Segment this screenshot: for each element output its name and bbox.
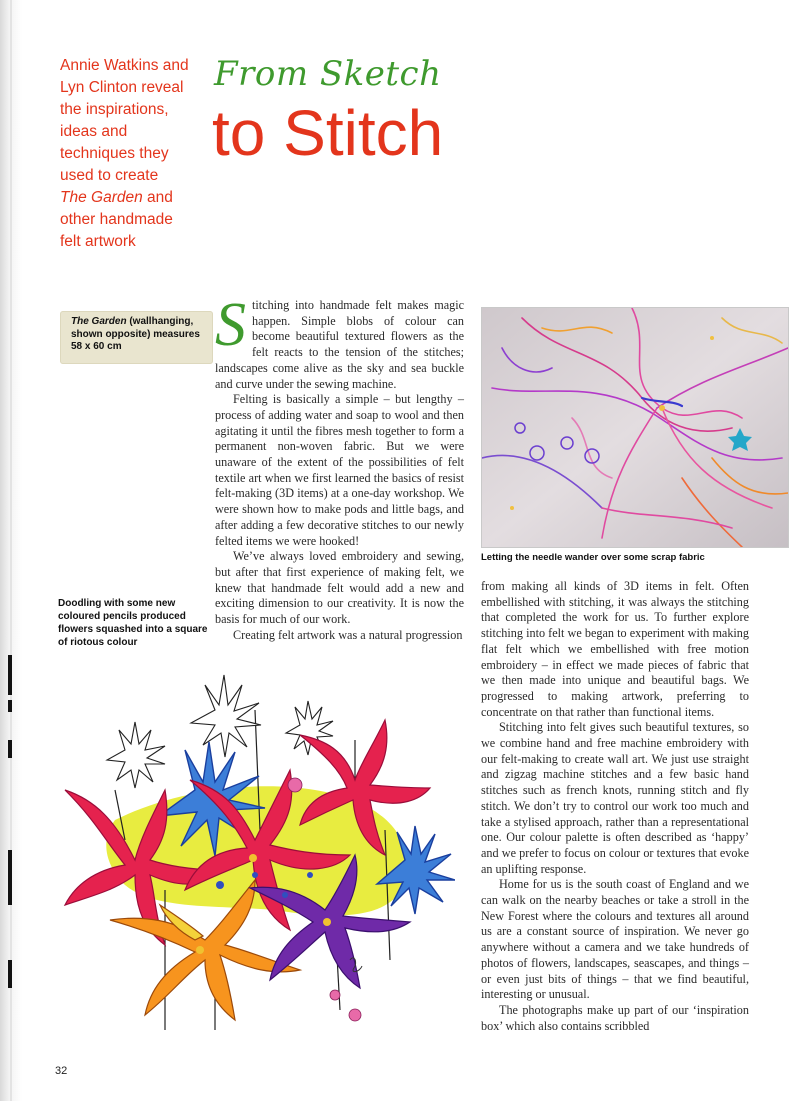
flower-drawing-illustration xyxy=(55,670,455,1040)
standfirst-line: other handmade xyxy=(60,211,173,228)
caption-doodle: Doodling with some new coloured pencils produced flowers squashed into a square of riotous colour xyxy=(58,598,208,648)
page-title: to Stitch xyxy=(212,97,444,169)
standfirst-line: techniques they xyxy=(60,145,169,162)
body-column-1 xyxy=(215,291,464,643)
edge-mark xyxy=(8,740,12,758)
caption-garden xyxy=(60,311,213,364)
body-paragraph: Creating felt artwork was a natural progression xyxy=(233,627,463,642)
caption-garden-line: shown opposite) measures xyxy=(71,328,200,340)
page-spine-line xyxy=(10,0,12,1101)
caption-garden-line: 58 x 60 cm xyxy=(71,341,122,352)
body-paragraph: The photographs make up part of our ‘inspiration box’ which also contains scribbled xyxy=(481,1002,749,1033)
title-script: From Sketch xyxy=(214,54,442,94)
standfirst-line: ideas and xyxy=(60,123,128,140)
standfirst-line xyxy=(60,187,200,209)
edge-mark xyxy=(8,655,12,695)
body-paragraph: Stitching into felt gives such beautiful textures, so we combine hand and free machine embroidery with our felt-making to create wall art. We just use straight and zigzag machine stitches and a few basic hand stitches such as french knots, running stitch and fly stitch. We don’t try to control our work too much and take a stylised approach, rather than a representational one. Our colour palette is often described as ‘happy’ and we prefer to focus on colour or textures that evoke an uplifting response. xyxy=(481,720,749,876)
photo-stitched-fabric xyxy=(481,307,789,548)
standfirst-line: Lyn Clinton reveal xyxy=(60,79,184,96)
edge-mark xyxy=(8,960,12,988)
body-paragraph: Felting is basically a simple – but lengthy – process of adding water and soap to wool and then agitating it until the fibres mesh together to form a permanent non-woven fabric. But we were unaware of the extent of the possibilities of felt textile art when we first learned the basics of resist felt-making (3D items) at a one-day workshop. We were shown how to make pods and little bags, and after adding a few decorative stitches to our newly felted items we were hooked! xyxy=(215,392,464,548)
stitching-illustration xyxy=(482,308,788,547)
standfirst-line: Annie Watkins and xyxy=(60,57,189,74)
edge-mark xyxy=(8,700,12,712)
standfirst xyxy=(60,55,200,253)
standfirst-line: the inspirations, xyxy=(60,101,169,118)
body-paragraph-text: titching into handmade felt makes magic happen. Simple blobs of colour can become beautiful textured flowers as the felt reacts to the tension of the stitches; landscapes come alive as the sky and sea buckle and curve under the sewing machine. xyxy=(215,298,464,391)
flower-drawing xyxy=(55,670,455,1040)
caption-garden-line xyxy=(71,316,207,329)
body-paragraph: from making all kinds of 3D items in felt. Often embellished with stitching, it was always the stitching that completed the work for us. To further explore stitching into felt we began to experiment with making flat felt which we embellished with free motion embroidery – in effect we made pieces of fabric that we then made into unique and beautiful bags. We progressed to making artwork, preferring to concentrate on that rather than functional items. xyxy=(481,579,749,719)
body-paragraph: Home for us is the south coast of England and we can walk on the nearby beaches or take a stroll in the New Forest where the colours and textures all around us are a constant source of inspiration. We never go anywhere without a camera and we take hundreds of photos of flowers, landscapes, seascapes, and things – or even just bits of things – that we find beautiful, interesting or unusual. xyxy=(481,877,749,1002)
standfirst-italic: The Garden xyxy=(60,189,143,206)
edge-mark xyxy=(8,850,12,905)
caption-garden-rest: (wallhanging, xyxy=(126,316,194,327)
drop-cap: S xyxy=(215,291,246,359)
body-column-2 xyxy=(481,579,749,1034)
caption-garden-title: The Garden xyxy=(71,316,127,327)
caption-needle: Letting the needle wander over some scrap fabric xyxy=(481,552,705,563)
body-paragraph xyxy=(215,291,464,392)
body-paragraph: We’ve always loved embroidery and sewing, but after that first experience of making felt, we knew that handmade felt would add a new and exciting dimension to our creativity. It is now the basis for much of our work. xyxy=(215,549,464,627)
page-number: 32 xyxy=(55,1065,68,1077)
standfirst-line: used to create xyxy=(60,167,159,184)
standfirst-line: felt artwork xyxy=(60,233,136,250)
standfirst-after-italic: and xyxy=(142,189,173,206)
